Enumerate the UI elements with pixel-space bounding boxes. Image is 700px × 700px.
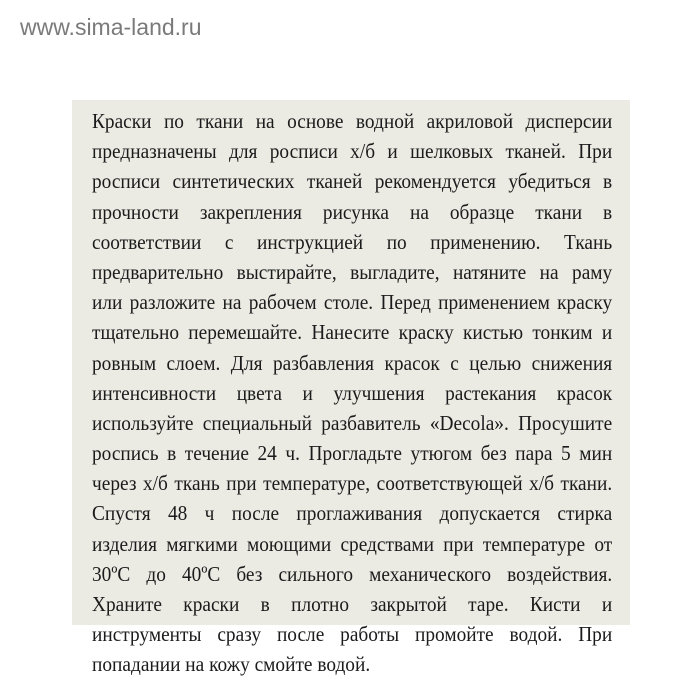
text-line: Краски по ткани на основе водной акриловой дисперсии	[92, 109, 613, 133]
text-line: тщательно перемешайте. Нанесите краску кистью тонким и	[92, 320, 613, 345]
text-line: попадании на кожу смойте водой.	[92, 652, 371, 677]
text-line: или разложите на рабочем столе. Перед применением краску	[92, 290, 613, 315]
watermark-url: www.sima-land.ru	[20, 14, 202, 40]
text-line: используйте специальный разбавитель «Decola». Просушите	[92, 410, 613, 435]
text-line: ровным слоем. Для разбавления красок с целью снижения	[92, 350, 613, 375]
text-line: инструменты сразу после работы промойте водой. При	[92, 622, 613, 647]
text-line: 30ºС до 40ºС без сильного механического воздействия.	[92, 561, 613, 586]
text-line: предварительно выстирайте, выгладите, натяните на раму	[92, 259, 613, 284]
text-line: прочности закрепления рисунка на образце ткани в	[92, 199, 613, 224]
text-line: изделия мягкими моющими средствами при температуре от	[92, 531, 613, 556]
instruction-text	[92, 106, 612, 680]
text-line: Храните краски в плотно закрытой таре. Кисти и	[92, 592, 613, 616]
text-line: Спустя 48 ч после проглаживания допускается стирка	[92, 501, 613, 526]
text-line: росписи синтетических тканей рекомендуется убедиться в	[92, 169, 613, 194]
text-line: соответствии с инструкцией по применению. Ткань	[92, 229, 613, 254]
text-line: предназначены для росписи х/б и шелковых тканей. При	[92, 139, 613, 164]
text-line: интенсивности цвета и улучшения растекания красок	[92, 380, 613, 405]
text-line: через х/б ткань при температуре, соответствующей х/б ткани.	[92, 471, 613, 496]
instruction-label	[72, 100, 630, 677]
text-line: роспись в течение 24 ч. Прогладьте утюгом без пара 5 мин	[92, 441, 613, 466]
